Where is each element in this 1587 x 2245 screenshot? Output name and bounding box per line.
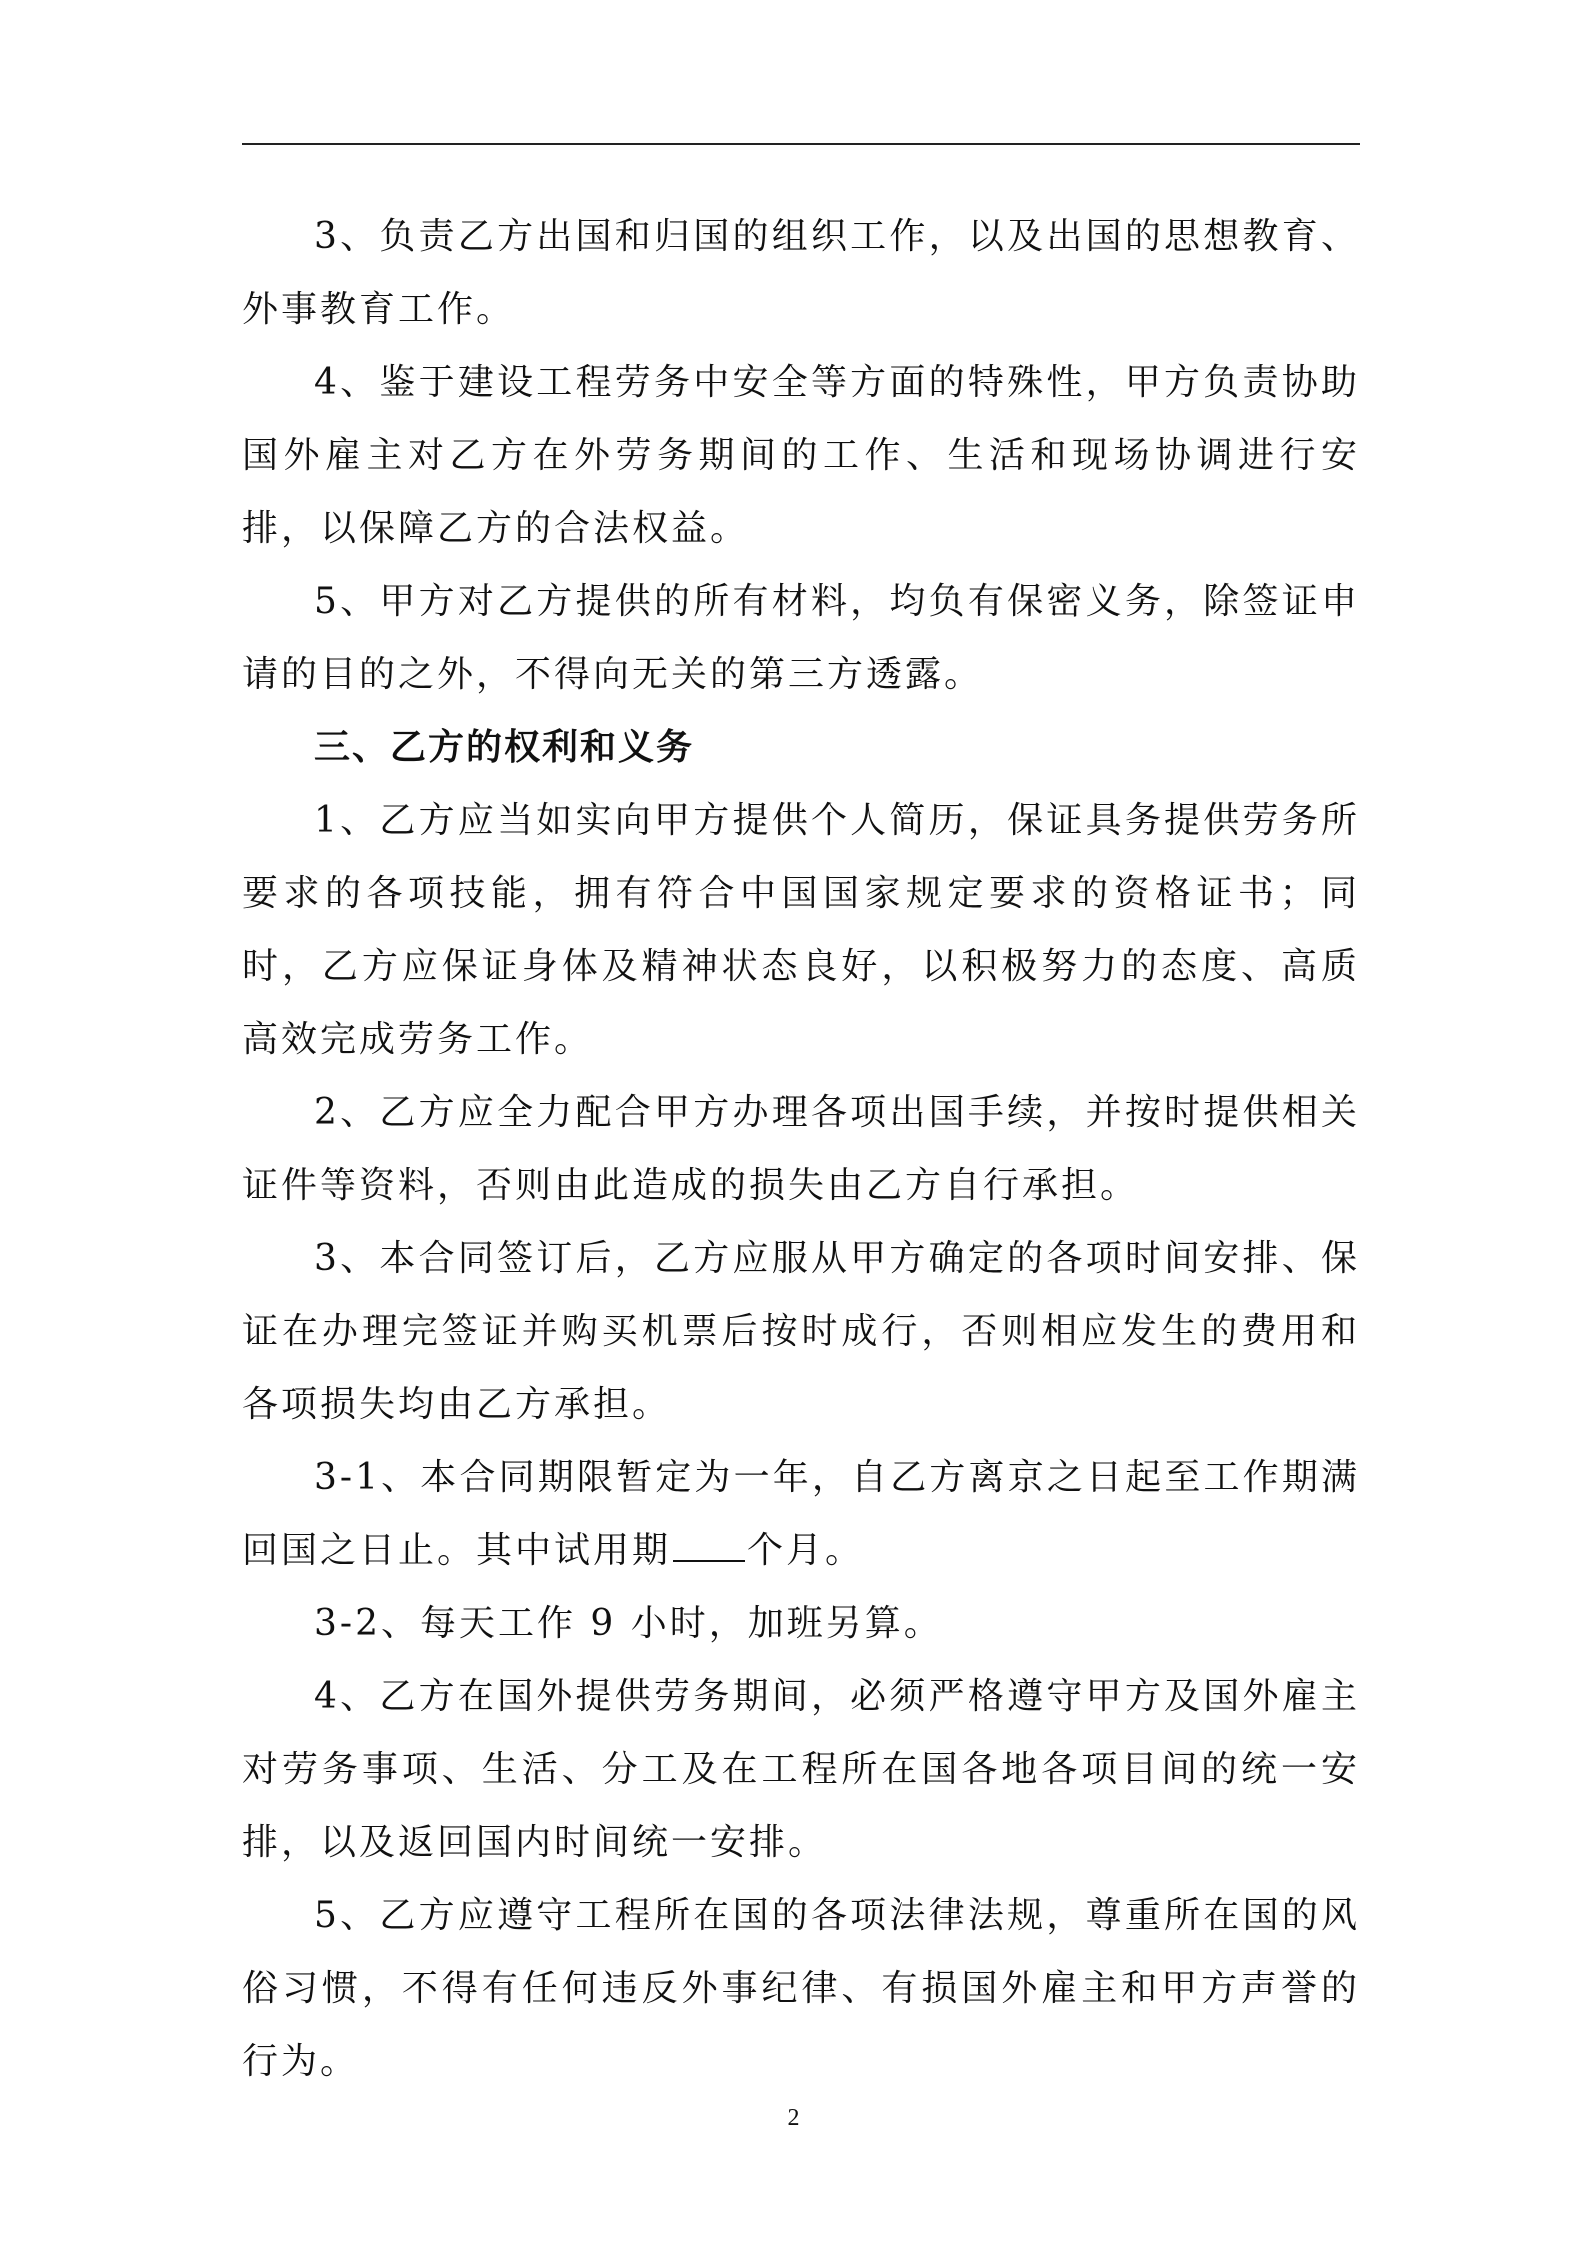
paragraph-party-a-4: 4、鉴于建设工程劳务中安全等方面的特殊性，甲方负责协助国外雇主对乙方在外劳务期间的工作、生活和现场协调进行安排，以保障乙方的合法权益。 xyxy=(242,362,1360,549)
paragraph-party-a-3: 3、负责乙方出国和归国的组织工作，以及出国的思想教育、外事教育工作。 xyxy=(242,216,1360,330)
document-body xyxy=(242,200,1360,2098)
paragraph-party-b-3-1 xyxy=(242,1441,1360,1587)
paragraph-party-b-5: 5、乙方应遵守工程所在国的各项法律法规，尊重所在国的风俗习惯，不得有任何违反外事纪律、有损国外雇主和甲方声誉的行为。 xyxy=(242,1895,1360,2082)
header-rule xyxy=(242,143,1360,145)
contract-term-text: 3-1、本合同期限暂定为一年，自乙方离京之日起至工作期满回国之日止。其中试用期 xyxy=(242,1457,1360,1571)
section-heading: 三、乙方的权利和义务 xyxy=(314,726,695,768)
paragraph-party-b-3-2: 3-2、每天工作 9 小时，加班另算。 xyxy=(314,1603,943,1644)
probation-blank xyxy=(673,1532,745,1562)
paragraph-party-b-3: 3、本合同签订后，乙方应服从甲方确定的各项时间安排、保证在办理完签证并购买机票后按时成行，否则相应发生的费用和各项损失均由乙方承担。 xyxy=(242,1238,1360,1425)
paragraph-party-b-1: 1、乙方应当如实向甲方提供个人简历，保证具务提供劳务所要求的各项技能，拥有符合中国国家规定要求的资格证书；同时，乙方应保证身体及精神状态良好，以积极努力的态度、高质高效完成劳务工作。 xyxy=(242,800,1360,1060)
contract-term-suffix: 个月。 xyxy=(747,1530,865,1571)
paragraph-party-b-4: 4、乙方在国外提供劳务期间，必须严格遵守甲方及国外雇主对劳务事项、生活、分工及在工程所在国各地各项目间的统一安排，以及返回国内时间统一安排。 xyxy=(242,1676,1360,1863)
page-number: 2 xyxy=(787,2105,800,2131)
paragraph-party-a-5: 5、甲方对乙方提供的所有材料，均负有保密义务，除签证申请的目的之外，不得向无关的第三方透露。 xyxy=(242,581,1360,695)
paragraph-party-b-2: 2、乙方应全力配合甲方办理各项出国手续，并按时提供相关证件等资料，否则由此造成的损失由乙方自行承担。 xyxy=(242,1092,1360,1206)
